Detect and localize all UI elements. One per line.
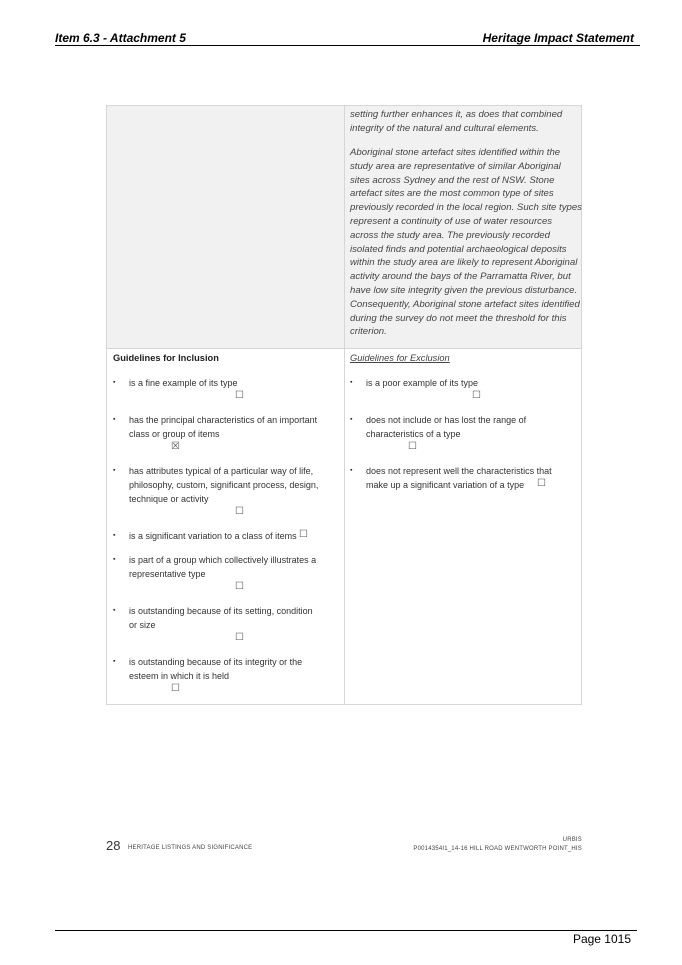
bullet-icon: ▪ (350, 467, 353, 474)
footer-rule (55, 930, 637, 931)
inclusion-item-text: is outstanding because of its setting, condition (129, 606, 313, 616)
footer-reference: P0014354I1_14-16 HILL ROAD WENTWORTH POINT_HIS (413, 846, 582, 852)
footer-section: HERITAGE LISTINGS AND SIGNIFICANCE (128, 845, 253, 851)
inclusion-item-text: class or group of items (129, 429, 220, 439)
document-page-number: 28 (106, 838, 121, 853)
inclusion-item-text: has attributes typical of a particular way of life, (129, 466, 314, 476)
assessment-paragraph-1: setting further enhances it, as does that combined integrity of the natural and cultural elements. (350, 109, 563, 134)
row-divider (107, 348, 581, 349)
bullet-icon: ▪ (113, 607, 116, 614)
exclusion-item-text: make up a significant variation of a type (366, 480, 525, 490)
inclusion-item-text: or size (129, 620, 156, 630)
page-header (55, 31, 640, 46)
inclusion-item-text: representative type (129, 569, 206, 579)
inclusion-item-text: technique or activity (129, 494, 209, 504)
inclusion-item-text: is outstanding because of its integrity or the (129, 657, 303, 667)
header-left: Item 6.3 - Attachment 5 (55, 31, 186, 45)
inclusion-item-text: esteem in which it is held (129, 671, 230, 681)
checkbox-icon: ☐ (472, 390, 481, 401)
checkbox-icon: ☐ (235, 632, 244, 643)
bullet-icon: ▪ (113, 467, 116, 474)
exclusion-item-text: does not include or has lost the range of (366, 415, 527, 425)
inclusion-item-text: is a fine example of its type (129, 378, 238, 388)
exclusion-item-text: does not represent well the characteristics that (366, 466, 552, 476)
header-right: Heritage Impact Statement (482, 31, 634, 45)
page-label: Page 1015 (572, 932, 631, 946)
column-divider (344, 106, 345, 704)
checkbox-icon: ☐ (537, 478, 546, 489)
bullet-icon: ▪ (113, 532, 116, 539)
exclusion-heading: Guidelines for Exclusion (350, 353, 450, 363)
inclusion-item-text: has the principal characteristics of an important (129, 415, 318, 425)
bullet-icon: ▪ (350, 416, 353, 423)
exclusion-item-text: is a poor example of its type (366, 378, 479, 388)
inclusion-heading: Guidelines for Inclusion (113, 353, 219, 363)
checkbox-icon: ☐ (171, 683, 180, 694)
exclusion-item-text: characteristics of a type (366, 429, 461, 439)
footer-company: URBIS (562, 837, 582, 843)
assessment-paragraph-2: Aboriginal stone artefact sites identified within the study area are representative of similar Aboriginal sites across Sydney and the rest of NSW. Stone artefact sites are the most common type of sites previously recorded in the local region. Such site types represent a continuity of use of water resources across the study area. The previously recorded isolated finds and potential archaeological deposits within the study area are likely to represent Aboriginal activity around the bays of the Parramatta River, but have low site integrity given the previous disturbance. Consequently, Aboriginal stone artefact sites identified during the survey do not meet the threshold for this criterion. (350, 147, 582, 338)
checkbox-icon: ☐ (235, 390, 244, 401)
inclusion-item-text: is part of a group which collectively illustrates a (129, 555, 317, 565)
bullet-icon: ▪ (113, 379, 116, 386)
bullet-icon: ▪ (113, 658, 116, 665)
checkbox-icon: ☐ (235, 506, 244, 517)
bullet-icon: ▪ (113, 416, 116, 423)
inclusion-item-text: is a significant variation to a class of items (129, 531, 297, 541)
checkbox-icon: ☐ (299, 529, 308, 540)
significance-table (106, 105, 582, 705)
checkbox-icon: ☐ (408, 441, 417, 452)
checkbox-icon: ☐ (235, 581, 244, 592)
bullet-icon: ▪ (350, 379, 353, 386)
bullet-icon: ▪ (113, 556, 116, 563)
checkbox-checked-icon: ☒ (171, 441, 180, 452)
inclusion-item-text: philosophy, custom, significant process, design, (129, 480, 319, 490)
